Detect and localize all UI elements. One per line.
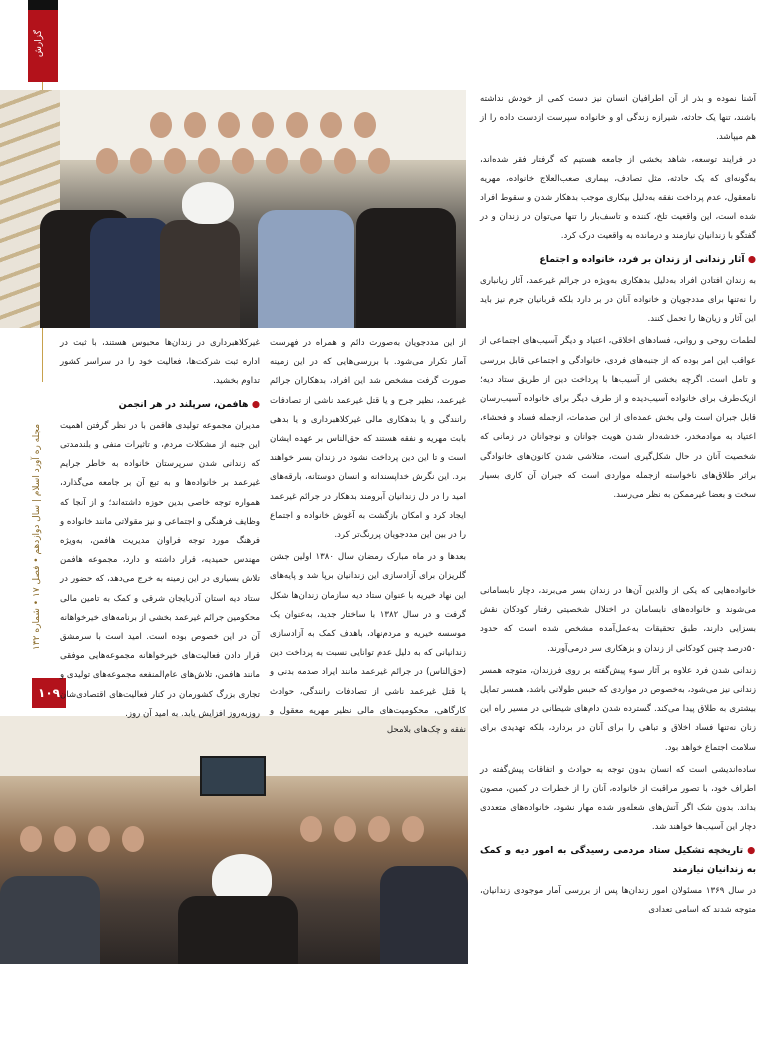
middle-column bbox=[270, 334, 466, 743]
back-row bbox=[150, 112, 388, 138]
section-tab-cap bbox=[28, 0, 58, 10]
section-heading: ● تاریخچه تشکیل ستاد مردمی رسیدگی به امور دیه و کمک به زندانیان نیازمند bbox=[480, 844, 756, 875]
turban bbox=[182, 182, 234, 224]
paragraph: خانواده‌هایی که یکی از والدین آن‌ها در زندان بسر می‌برند، دچار نابسامانی می‌شوند و خانواده‌های نابسامان در اختلال شخصیتی رفتار کودکان نقش بسزایی دارند، طبق تحقیقات به‌عمل‌آمده مشخص شده است که حدود ۵۰درصد چنین کودکانی از زندان و بزهکاری سر درمی‌آورند. bbox=[480, 586, 756, 654]
paragraph: در سال ۱۳۶۹ مسئولان امور زندان‌ها پس از بررسی آمار موجودی زندانیان، متوجه شدند که اسامی تعدادی bbox=[480, 886, 756, 916]
paragraph: در فرایند توسعه، شاهد بخشی از جامعه هستیم که گرفتار فقر شده‌اند، به‌گونه‌ای که یک حادثه، مثل تصادف، بیماری صعب‌العلاج خانواده، مهریه نامعقول، عدم پرداخت نفقه به‌دلیل بیکاری موجب بدهکار شدن و سقوط افراد شده است، این واقعیت تلخ، کننده و تاسف‌بار را تنها می‌توان در زندان و در گفتگو با زندانیان نیازمند و درمانده به واقعیت درک کرد. bbox=[480, 154, 756, 242]
right-column-bottom bbox=[480, 582, 756, 923]
group-photo bbox=[0, 90, 466, 328]
paragraph: بعدها و در ماه مبارک رمضان سال ۱۳۸۰ اولین جشن گلریزان برای آزادسازی این زندانیان برپا شد و پایه‌های این نهاد خیریه با عنوان ستاد دیه سازمان زندان‌ها شکل گرفت و در سال ۱۳۸۲ با ساختار جدید، به‌عنوان یک موسسه خیریه و مردم‌نهاد، باهدف کمک به آزادسازی زندانیانی که به دلیل عدم توانایی نسبت به پرداخت دین (حق‌الناس) در جرائم غیرعمد مانند ایراد صدمه بدنی و یا قتل غیرعمد ناشی از تصادفات رانندگی، حوادث کارگاهی، محکومیت‌های مالی نظیر مهریه معقول و نفقه و چک‌های بلامحل bbox=[270, 552, 466, 736]
top-corner bbox=[0, 0, 28, 56]
paragraph: لطمات روحی و روانی، فسادهای اخلاقی، اعتیاد و دیگر آسیب‌های اجتماعی از عواقب این امر بوده که از جنبه‌های فردی، خانوادگی و اجتماعی قابل بررسی و تامل است. اگرچه بخشی از آسیب‌ها با پرداخت دین از طریق ستاد دیه؛ ازیک‌طرف برای خانواده آسیب‌دیده و از طرف دیگر برای خانواده آسیب‌رسان قابل جبران است ولی بخش عمده‌ای از این صدمات، ازجمله فساد و فحشاء، اعتیاد به موادمخدر، خدشه‌دار شدن هویت جوانان و نوجوانان در زمانی که شخصیت آنان در حال شکل‌گیری است، متلاشی شدن کانون‌های خانوادگی براثر طلاق‌های ناخواسته ازجمله مواردی است که جبران آن کاری بسیار سخت و بعضا غیرممکن به نظر می‌رسد. bbox=[480, 336, 756, 501]
paragraph: آشنا نموده و بذر از آن اطرافیان انسان نیز دست کمی از خودش نداشته باشند، تنها یک حادثه، شیرازه زندگی او و خانواده سپرست ازدست داده را از هم میپاشد. bbox=[480, 94, 756, 143]
section-heading: ● هافمن، سرپلند در هر انجمن bbox=[118, 398, 260, 410]
paragraph: مدیران مجموعه تولیدی هافمن با در نظر گرفتن اهمیت این جنبه از مشکلات مردم، و تاثیرات منفی و بلندمدتی که زندانی شدن سرپرستان خانواده به خاطر جرایم غیرعمد بر خانواده‌ها و به تبع آن بر جامعه می‌گذارد، همواره توجه خاصی بدین حوزه داشته‌اند؛ و از آنجا که وظایف فرهنگی و اجتماعی و نیز مقولاتی مانند خانواده و فرهنگ مورد توجه فراوان مدیریت هافمن، به‌ویژه مهندس حمیدیه، قرار داشته و دارد، مجموعه هافمن تلاش بسیاری در این زمینه به خرج می‌دهد، که حضور در ستاد دیه استان آذربایجان شرقی و کمک به تامین مالی محکومین جرائم غیرعمد بخشی از برنامه‌های خیرخواهانه آن در این خصوص بوده است. امید است با سرمشق قرار دادن فعالیت‌های خیرخواهانه مجموعه‌هایی موفقی مانند هافمن، تلاش‌های عام‌المنفعه مجموعه‌های تولیدی و تجاری بزرگ کشورمان در کنار فعالیت‌های اقتصادی‌شان روزبه‌روز افزایش یابد. به امید آن روز. bbox=[60, 420, 260, 719]
meeting-photo bbox=[0, 716, 468, 964]
section-heading: ● آثار زندانی از زندان بر فرد، خانواده و اجتماع bbox=[539, 253, 756, 265]
paragraph: به زندان افتادن افراد به‌دلیل بدهکاری به‌ویژه در جرائم غیرعمد، آثار زیانباری را نه‌تنها برای مددجویان و خانواده آنان در بر دارد بلکه قربانیان جرم نیز باید این آثار و زیان‌ها را تحمل کنند. bbox=[480, 275, 756, 325]
paragraph: غیرکلاهبرداری در زندان‌ها محبوس هستند، با ثبت در اداره ثبت شرکت‌ها، فعالیت خود را در سراسر کشور تداوم بخشید. bbox=[60, 338, 260, 387]
issue-line: مجله ره آورد اسلام | سال دوازدهم • فصل ۱۷ • شماره ۱۳۲ bbox=[32, 423, 42, 650]
wall-screen bbox=[200, 756, 266, 796]
section-label: گزارش bbox=[34, 30, 44, 58]
heading-text: هافمن، سرپلند در هر انجمن bbox=[118, 398, 249, 410]
paragraph: از این مددجویان به‌صورت دائم و همراه در فهرست آمار تکرار می‌شود. با بررسی‌هایی که در این زمینه صورت گرفت مشخص شد این افراد، بدهکاران جرائم غیرعمد، نظیر جرح و یا قتل غیرعمد ناشی از تصادفات رانندگی و یا بدهکاری مالی غیرکلاهبرداری و یا بدهی بابت مهریه و نفقه هستند که حق‌الناس بر عهده ایشان است و تا این دین پرداخت نشود در زندان بسر خواهند برد. این نگرش خداپسندانه و انسان دوستانه، بارقه‌های امید را در دل زندانیان آبرومند بدهکار در جرائم غیرعمد ایجاد کرد و امکان بازگشت به آغوش خانواده و اجتماع را در بین این مددجویان پررنگ‌تر کرد. bbox=[270, 338, 466, 541]
heading-text: تاریخچه تشکیل ستاد مردمی رسیدگی به امور دیه و کمک به زندانیان نیازمند bbox=[480, 844, 756, 875]
right-attendees bbox=[300, 816, 436, 842]
paragraph: زندانی شدن فرد علاوه بر آثار سوء پیش‌گفته بر روی فرزندان، متوجه همسر زندانی نیز می‌شود، به‌خصوص در مواردی که حبس طولانی باشد، همسر تمایل بیشتری به طلاق پیدا می‌کند. گسترده شدن دام‌های شیطانی در مسیر راه این زنان نه‌تنها فساد اخلاق و تباهی را برای آنان در بردارد، بلکه تهدیدی برای سلامت اجتماع خواهد بود. bbox=[480, 665, 756, 753]
paragraph: ساده‌اندیشی است که انسان بدون توجه به حوادث و اتفاقات پیش‌گفته در اطراف خود، با تصور مراقبت از خانواده، آنان را از خطرات در کمین، مصون بداند. بدون شک اگر آتش‌های شعله‌ور شده مهار نشود، خانواده‌های متعددی دچار این آسیب‌ها خواهند شد. bbox=[480, 764, 756, 833]
right-column-top bbox=[480, 90, 756, 508]
left-attendees bbox=[20, 826, 156, 852]
left-column bbox=[60, 334, 260, 727]
page-number: ۱۰۹ bbox=[32, 678, 66, 708]
middle-row bbox=[96, 148, 402, 174]
heading-text: آثار زندانی از زندان بر فرد، خانواده و اجتماع bbox=[539, 253, 745, 265]
